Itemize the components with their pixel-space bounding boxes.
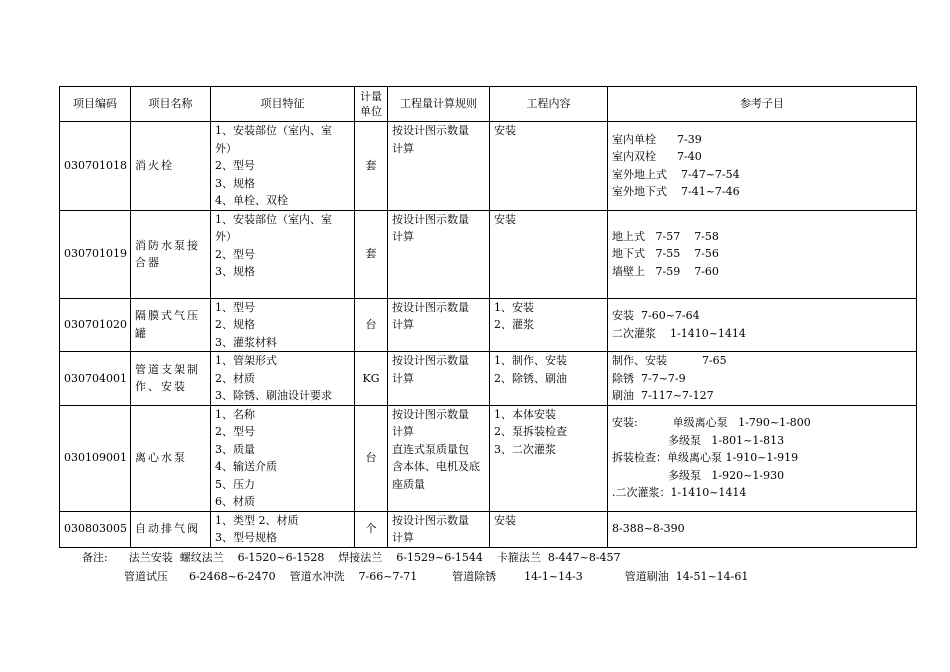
feature-line: 3、除锈、刷油设计要求	[215, 389, 332, 402]
feature-line: 4、输送介质	[215, 460, 277, 473]
reference-line: 多级泵 1-801~1-813	[612, 433, 785, 447]
rule-line: 按设计图示数量	[392, 212, 469, 226]
table-body	[60, 122, 917, 548]
unit-cell: 台	[355, 298, 388, 352]
unit-cell: KG	[355, 352, 388, 406]
header-unit-line1: 计量	[360, 90, 382, 103]
reference-cell	[608, 352, 917, 406]
item-name: 消防水泵接合器	[135, 238, 200, 269]
table-row	[60, 298, 917, 352]
feature-line: 1、安装部位（室内、室	[215, 124, 332, 137]
item-name-cell	[131, 405, 211, 511]
rule-line: 计算	[392, 371, 414, 385]
calc-rule-cell	[388, 511, 490, 547]
rule-line: 按设计图示数量	[392, 354, 469, 367]
reference-cell	[608, 210, 917, 298]
remarks-text-1: 法兰安装 螺纹法兰 6-1520~6-1528 焊接法兰 6-1529~6-1544 卡箍法兰 8-447~8-457	[128, 551, 621, 564]
work-content-cell	[490, 210, 608, 298]
feature-line: 2、型号	[215, 159, 255, 172]
work-content-cell	[490, 511, 608, 547]
item-code-cell: 030704001	[60, 352, 131, 406]
rule-line: 按设计图示数量	[392, 124, 469, 137]
item-features-cell	[211, 298, 355, 352]
work-line: 安装	[494, 124, 516, 137]
unit-cell: 台	[355, 405, 388, 511]
header-features: 项目特征	[211, 87, 355, 122]
rule-line: 计算	[392, 425, 414, 438]
reference-line: 刷油 7-117~7-127	[612, 389, 714, 402]
reference-line: 墙壁上 7-59 7-60	[612, 264, 719, 278]
feature-line: 3、型号规格	[215, 531, 277, 544]
header-unit-line2: 单位	[360, 105, 382, 118]
unit-cell: 套	[355, 210, 388, 298]
item-code-cell: 030701018	[60, 122, 131, 211]
reference-line: .二次灌浆：1-1410~1414	[612, 486, 747, 500]
item-features-cell	[211, 405, 355, 511]
reference-line: 二次灌浆 1-1410~1414	[612, 326, 746, 340]
work-content-cell	[490, 405, 608, 511]
rule-line: 计算	[392, 531, 414, 544]
table-row	[60, 511, 917, 547]
calc-rule-cell	[388, 405, 490, 511]
feature-line: 2、材质	[215, 371, 255, 385]
feature-line: 1、类型 2、材质	[215, 513, 299, 527]
rule-line: 计算	[392, 318, 414, 331]
item-code-cell: 030701020	[60, 298, 131, 352]
feature-line: 2、型号	[215, 247, 255, 261]
item-features-cell	[211, 122, 355, 211]
item-name-cell	[131, 511, 211, 547]
reference-line: 室外地上式 7-47~7-54	[612, 167, 740, 181]
reference-line: 安装: 单级离心泵 1-790~1-800	[612, 416, 811, 430]
calc-rule-cell	[388, 298, 490, 352]
feature-line: 5、压力	[215, 477, 255, 491]
header-code: 项目编码	[60, 87, 131, 122]
feature-line: 1、管架形式	[215, 354, 277, 367]
rule-line: 含本体、电机及底	[392, 460, 480, 473]
feature-line: 3、规格	[215, 176, 255, 190]
feature-line: 2、规格	[215, 318, 255, 331]
work-content-cell	[490, 352, 608, 406]
item-name-cell	[131, 210, 211, 298]
feature-line: 3、灌浆材料	[215, 335, 277, 349]
calc-rule-cell	[388, 352, 490, 406]
feature-line: 1、型号	[215, 300, 255, 314]
header-rule: 工程量计算规则	[388, 87, 490, 122]
remarks-text-2: 管道试压 6-2468~6-2470 管道水冲洗 7-66~7-71 管道除锈 14-1~14-3 管道刷油 14-51~14-61	[123, 570, 749, 583]
work-line: 1、本体安装	[494, 407, 556, 421]
item-name: 自动排气阀	[135, 522, 200, 536]
item-name: 管道支架制作、安装	[135, 362, 200, 394]
header-work: 工程内容	[490, 87, 608, 122]
feature-line: 2、型号	[215, 425, 255, 438]
work-line: 安装	[494, 513, 516, 527]
reference-cell	[608, 298, 917, 352]
item-code-cell: 030109001	[60, 405, 131, 511]
unit-cell: 套	[355, 122, 388, 211]
header-unit	[355, 87, 388, 122]
rule-line: 直连式泵质量包	[392, 442, 469, 456]
work-line: 2、除锈、刷油	[494, 371, 567, 385]
rule-line: 按设计图示数量	[392, 300, 469, 314]
remarks	[82, 548, 748, 586]
item-code-cell: 030701019	[60, 210, 131, 298]
item-name: 消火栓	[135, 159, 174, 172]
item-name-cell	[131, 352, 211, 406]
table-row	[60, 122, 917, 211]
calc-rule-cell	[388, 210, 490, 298]
reference-cell	[608, 511, 917, 547]
reference-line: 室内双栓 7-40	[612, 150, 702, 164]
item-features-cell	[211, 210, 355, 298]
calc-rule-cell	[388, 122, 490, 211]
reference-line: 室外地下式 7-41~7-46	[612, 185, 740, 199]
table-row	[60, 405, 917, 511]
item-name: 离心水泵	[135, 451, 187, 465]
reference-line: 除锈 7-7~7-9	[612, 371, 686, 385]
remarks-line1	[82, 548, 748, 567]
table-row	[60, 210, 917, 298]
reference-line: 地上式 7-57 7-58	[612, 229, 719, 243]
remarks-label: 备注:	[82, 551, 108, 564]
feature-line: 1、名称	[215, 407, 255, 421]
rule-line: 计算	[392, 141, 414, 155]
feature-line: 4、单栓、双栓	[215, 194, 288, 207]
feature-line: 1、安装部位（室内、室	[215, 212, 332, 226]
work-line: 2、灌浆	[494, 318, 534, 331]
item-features-cell	[211, 511, 355, 547]
reference-line: 地下式 7-55 7-56	[612, 247, 719, 261]
item-name: 隔膜式气压罐	[135, 309, 200, 340]
reference-cell	[608, 405, 917, 511]
reference-line: 8-388~8-390	[612, 522, 685, 536]
feature-line: 外）	[215, 141, 237, 155]
header-name: 项目名称	[131, 87, 211, 122]
header-ref: 参考子目	[608, 87, 917, 122]
rule-line: 按设计图示数量	[392, 407, 469, 421]
item-name-cell	[131, 122, 211, 211]
work-line: 1、安装	[494, 300, 534, 314]
reference-line: 制作、安装 7-65	[612, 354, 727, 367]
feature-line: 外）	[215, 230, 237, 243]
table-row	[60, 352, 917, 406]
bill-of-quantities-table	[59, 86, 917, 548]
work-line: 3、二次灌浆	[494, 442, 556, 456]
reference-line: 多级泵 1-920~1-930	[612, 468, 785, 482]
work-content-cell	[490, 122, 608, 211]
work-line: 2、泵拆装检查	[494, 425, 567, 438]
reference-cell	[608, 122, 917, 211]
work-line: 1、制作、安装	[494, 354, 567, 367]
item-code-cell: 030803005	[60, 511, 131, 547]
item-name-cell	[131, 298, 211, 352]
feature-line: 3、质量	[215, 442, 255, 456]
feature-line: 3、规格	[215, 265, 255, 278]
reference-line: 室内单栓 7-39	[612, 132, 702, 146]
work-line: 安装	[494, 212, 516, 226]
work-content-cell	[490, 298, 608, 352]
rule-line: 座质量	[392, 477, 425, 491]
feature-line: 6、材质	[215, 495, 255, 508]
unit-cell: 个	[355, 511, 388, 547]
reference-line: 安装 7-60~7-64	[612, 309, 700, 323]
item-features-cell	[211, 352, 355, 406]
rule-line: 按设计图示数量	[392, 513, 469, 527]
table-header-row	[60, 87, 917, 122]
rule-line: 计算	[392, 230, 414, 243]
remarks-line2	[82, 567, 748, 586]
reference-line: 拆装检查：单级离心泵 1-910~1-919	[612, 451, 799, 465]
